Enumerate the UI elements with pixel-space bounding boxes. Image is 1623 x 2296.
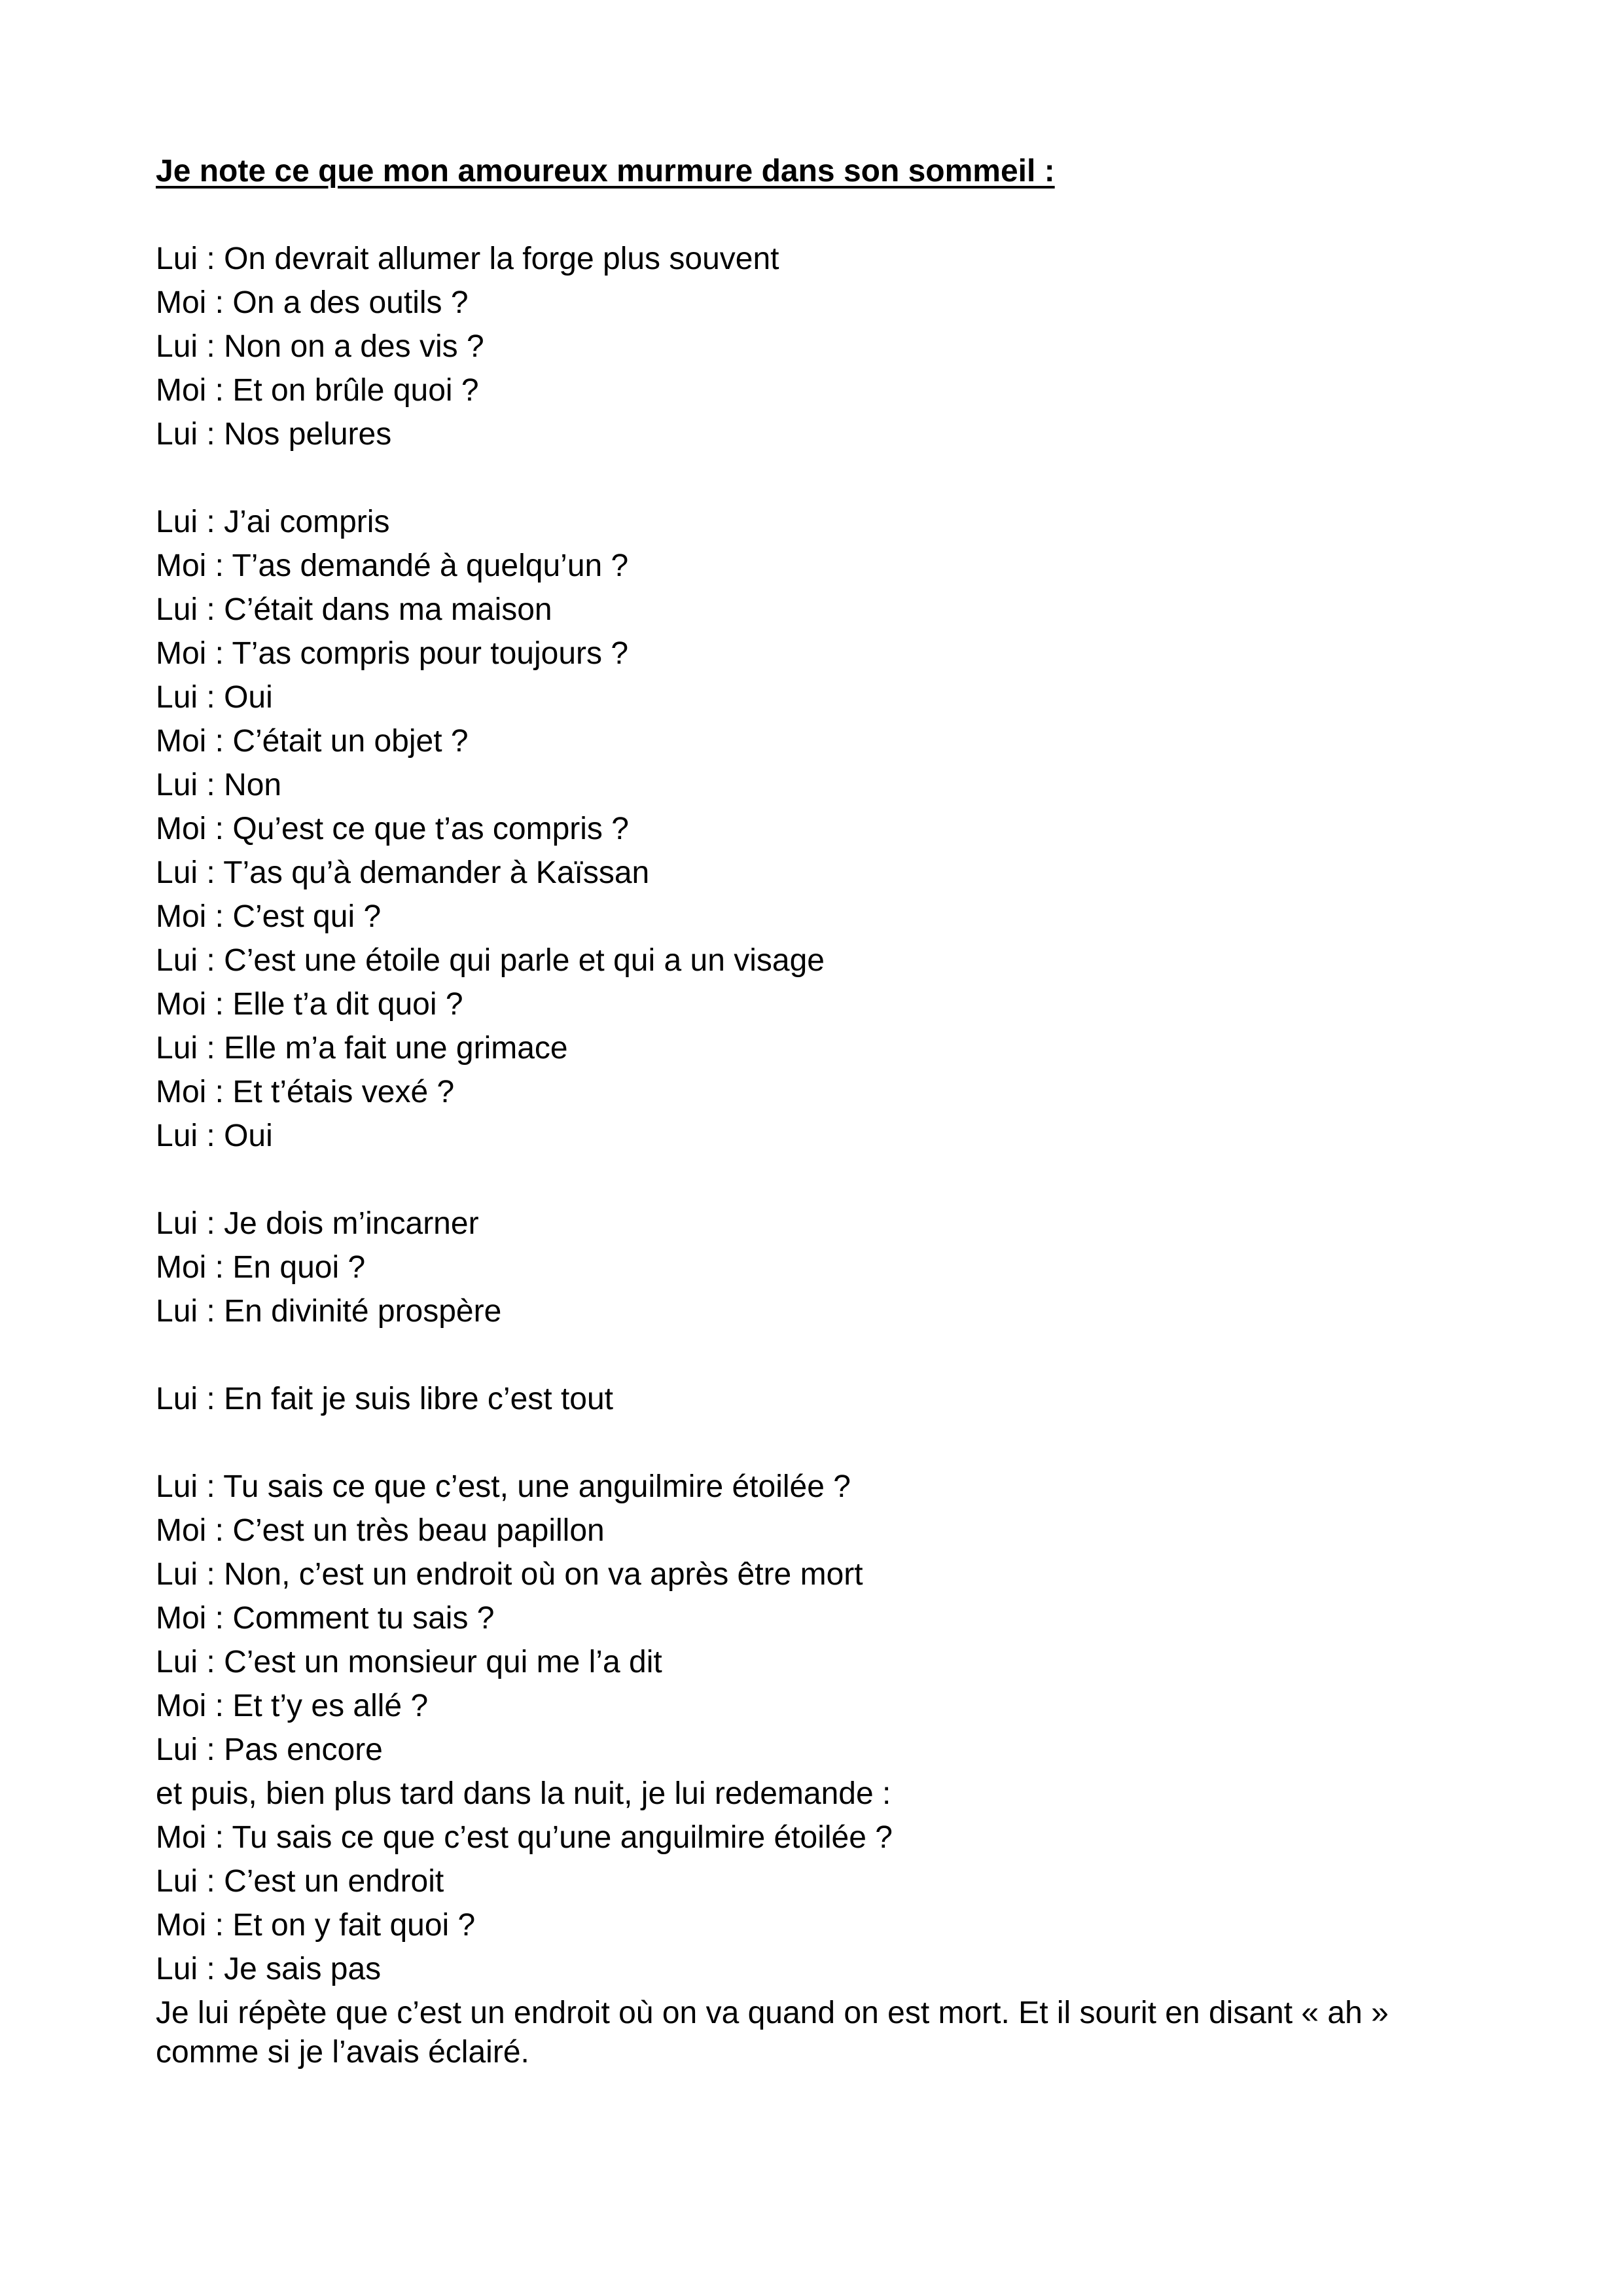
dialogue-line: Lui : C’était dans ma maison: [156, 592, 552, 627]
dialogue-line: Lui : En fait je suis libre c’est tout: [156, 1382, 613, 1416]
dialogue-line: Lui : Non, c’est un endroit où on va après être mort: [156, 1557, 863, 1592]
dialogue-block: [156, 1377, 1484, 1421]
dialogue-line: Lui : Je dois m’incarner: [156, 1206, 479, 1241]
dialogue-line: Lui : Pas encore: [156, 1732, 383, 1767]
dialogue-line: Moi : Tu sais ce que c’est qu’une anguilmire étoilée ?: [156, 1820, 893, 1855]
dialogue-line: Moi : On a des outils ?: [156, 285, 469, 320]
dialogue-block: [156, 1465, 1484, 1991]
dialogue-line: Lui : Non on a des vis ?: [156, 329, 484, 364]
dialogue-line: Lui : C’est un monsieur qui me l’a dit: [156, 1645, 662, 1679]
dialogue-block: [156, 500, 1484, 1158]
dialogue-line: Moi : Et t’étais vexé ?: [156, 1075, 455, 1109]
dialogue-line: Moi : Et on y fait quoi ?: [156, 1908, 476, 1943]
dialogue-line: Moi : Et t’y es allé ?: [156, 1689, 429, 1723]
dialogue-block: [156, 237, 1484, 456]
dialogue-line: Lui : C’est un endroit: [156, 1864, 444, 1899]
dialogue-line: Lui : Non: [156, 768, 282, 802]
dialogue-line: Lui : Oui: [156, 680, 273, 715]
closing-paragraph: Je lui répète que c’est un endroit où on va quand on est mort. Et il sourit en disant « ah » comme si je l’avais éclairé.: [156, 1996, 1389, 2070]
dialogue-line: Moi : C’était un objet ?: [156, 724, 469, 759]
dialogue-line: Lui : En divinité prospère: [156, 1294, 502, 1329]
dialogue-line: Moi : En quoi ?: [156, 1250, 366, 1285]
document-title: Je note ce que mon amoureux murmure dans son sommeil :: [156, 154, 1055, 188]
dialogue-line: Lui : On devrait allumer la forge plus souvent: [156, 242, 779, 276]
dialogue-line: Lui : Tu sais ce que c’est, une anguilmire étoilée ?: [156, 1469, 851, 1504]
dialogue-line: Moi : C’est un très beau papillon: [156, 1513, 605, 1548]
dialogue-line: Moi : T’as demandé à quelqu’un ?: [156, 548, 629, 583]
dialogue-line: et puis, bien plus tard dans la nuit, je lui redemande :: [156, 1776, 891, 1811]
dialogue-line: Moi : C’est qui ?: [156, 899, 382, 934]
dialogue-line: Lui : Je sais pas: [156, 1952, 382, 1986]
spacer: [156, 1158, 1484, 1202]
dialogue-line: Lui : Elle m’a fait une grimace: [156, 1031, 568, 1066]
spacer: [156, 456, 1484, 500]
spacer: [156, 1333, 1484, 1377]
dialogue-line: Lui : Nos pelures: [156, 417, 392, 452]
dialogue-line: Lui : T’as qu’à demander à Kaïssan: [156, 855, 650, 890]
dialogue-line: Lui : C’est une étoile qui parle et qui a un visage: [156, 943, 825, 978]
dialogue-line: Moi : Comment tu sais ?: [156, 1601, 495, 1636]
document-body: [156, 149, 1484, 2072]
dialogue-blocks: [156, 237, 1484, 1991]
dialogue-line: Moi : Et on brûle quoi ?: [156, 373, 479, 408]
spacer: [156, 1421, 1484, 1465]
dialogue-line: Lui : Oui: [156, 1119, 273, 1153]
dialogue-line: Moi : Elle t’a dit quoi ?: [156, 987, 463, 1022]
dialogue-line: Moi : Qu’est ce que t’as compris ?: [156, 812, 629, 846]
dialogue-block: [156, 1202, 1484, 1333]
dialogue-line: Moi : T’as compris pour toujours ?: [156, 636, 629, 671]
dialogue-line: Lui : J’ai compris: [156, 505, 390, 539]
spacer: [156, 193, 1484, 237]
